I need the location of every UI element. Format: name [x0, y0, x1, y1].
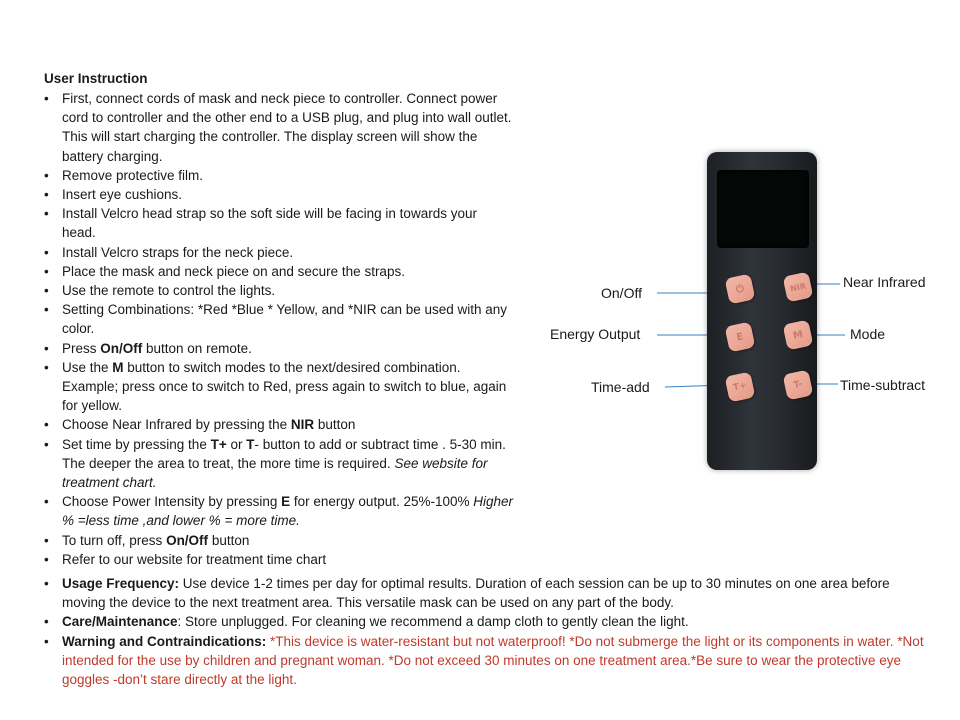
time-add-button[interactable]: T+ [725, 372, 756, 403]
instruction-item-text: Press [62, 340, 101, 356]
instruction-item-text: or [226, 436, 247, 452]
power-button[interactable] [725, 274, 756, 305]
instruction-item-text: To turn off, press [62, 532, 167, 548]
instruction-item-text: Choose Power Intensity by pressing [62, 494, 282, 510]
label-near-infrared: Near Infrared [843, 274, 926, 290]
instruction-item-text: Use the [62, 359, 113, 375]
instruction-item-text: button to switch modes to the next/desired combination. Example; press once to switch to Red, press again to switch to blue, again for yellow. [62, 359, 507, 414]
note-item-text: : Store unplugged. For cleaning we recommend a damp cloth to gently clean the light. [177, 614, 689, 630]
time-subtract-button[interactable]: T- [783, 370, 814, 401]
instruction-item-text: See website for treatment chart. [62, 455, 488, 491]
instruction-item-text: Remove protective film. [62, 167, 204, 183]
instruction-item-text: button on remote. [142, 340, 252, 356]
label-energy-output: Energy Output [550, 326, 641, 342]
note-item-text: *This device is water-resistant but not waterproof! *Do not submerge the light or its components in water. *Not intended for the use by children and pregnant woman. *Do not exceed 30 minutes on one treatment area.*Be sure to wear the protective eye goggles -don’t stare directly at the light. [62, 633, 924, 688]
note-item-text: Use device 1-2 times per day for optimal results. Duration of each session can be up to 30 minutes on one area before moving the device to the next treatment area. This versatile mask can be used on any part of the body. [62, 576, 890, 611]
note-item-text: Usage Frequency: [62, 576, 180, 591]
label-time-add: Time-add [591, 379, 650, 395]
instruction-item-text: Refer to our website for treatment time chart [62, 551, 327, 567]
instruction-item-text: Place the mask and neck piece on and secure the straps. [62, 263, 405, 279]
label-on-off: On/Off [601, 285, 642, 301]
instruction-item-text: for energy output. 25%-100% [290, 494, 474, 510]
display-screen [717, 170, 809, 248]
label-mode: Mode [850, 326, 886, 342]
instruction-item-text: - button to add or subtract time . 5-30 min. The deeper the area to treat, the more time is required. [62, 436, 506, 471]
instruction-item-text: M [112, 359, 124, 375]
instruction-item-text: On/Off [100, 340, 143, 356]
instruction-item-text: First, connect cords of mask and neck piece to controller. Connect power cord to controller and the other end to a USB plug, and plug into wall outlet. This will start charging the controller. The display screen will show the battery charging. [62, 91, 512, 164]
instruction-item-text: Higher % =less time ,and lower % = more time. [62, 494, 514, 529]
instruction-item-text: Setting Combinations: *Red *Blue * Yellow, and *NIR can be used with any color. [62, 302, 508, 337]
instruction-item-text: Choose Near Infrared by pressing the [62, 417, 291, 433]
instruction-item-text: Install Velcro straps for the neck piece. [62, 244, 294, 260]
nir-button[interactable]: NIR [783, 272, 814, 303]
label-time-subtract: Time-subtract [840, 377, 926, 393]
instruction-item-text: NIR [290, 417, 315, 433]
instruction-item-text: Insert eye cushions. [62, 187, 183, 203]
page-title: User Instruction [44, 71, 148, 86]
note-item-text: Care/Maintenance [62, 614, 178, 630]
instruction-item-text: Install Velcro head strap so the soft side will be facing in towards your head. [62, 206, 477, 241]
instruction-item-text: Use the remote to control the lights. [62, 283, 276, 299]
instruction-item-text: E [281, 494, 291, 510]
instruction-item-text: T [246, 436, 255, 452]
mode-button[interactable]: M [783, 320, 814, 351]
remote-control [707, 152, 817, 470]
note-item-text: Warning and Contraindications: [62, 633, 267, 649]
instruction-item-text: On/Off [166, 532, 209, 548]
instruction-item-text: button [208, 532, 250, 548]
instruction-item-text: T+ [210, 436, 227, 452]
instruction-item-text: button [314, 417, 356, 433]
instruction-item-text: Set time by pressing the [62, 436, 211, 452]
power-icon: ⏻ [734, 282, 746, 296]
energy-button[interactable]: E [725, 322, 756, 353]
